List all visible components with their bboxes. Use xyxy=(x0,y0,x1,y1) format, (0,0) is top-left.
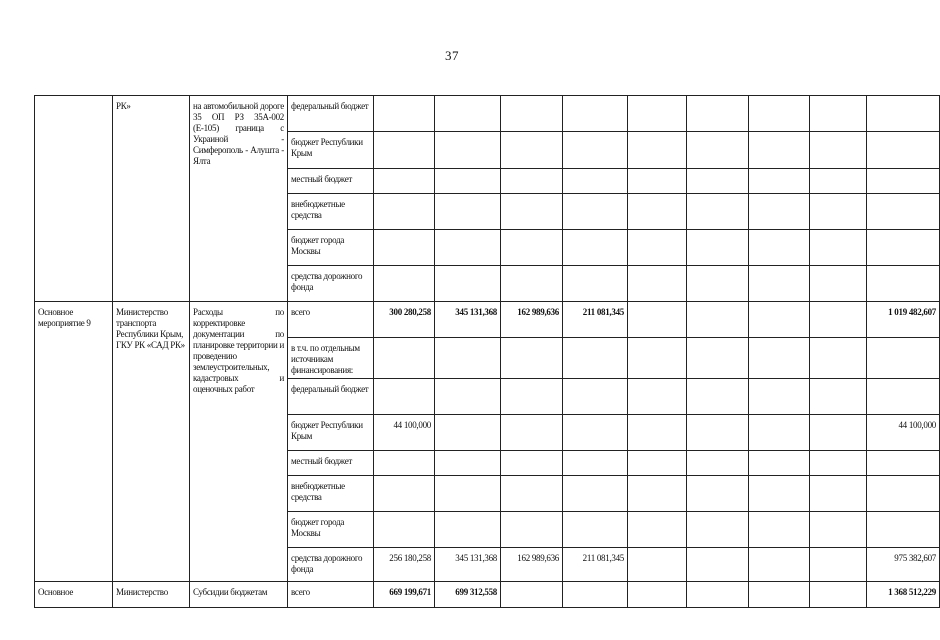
amount-cell xyxy=(501,230,563,266)
amount-cell xyxy=(749,582,810,608)
budget-table-body xyxy=(35,96,940,608)
amount-cell xyxy=(563,415,628,451)
amount-cell xyxy=(628,194,687,230)
amount-cell xyxy=(749,230,810,266)
funding-source-cell: бюджет Республики Крым xyxy=(288,415,374,451)
amount-cell xyxy=(687,548,749,582)
amount-cell xyxy=(374,266,435,302)
amount-cell xyxy=(435,96,501,132)
amount-cell xyxy=(628,266,687,302)
amount-cell xyxy=(563,476,628,512)
amount-cell xyxy=(628,582,687,608)
amount-cell xyxy=(501,476,563,512)
amount-cell xyxy=(749,194,810,230)
amount-cell xyxy=(810,302,867,338)
amount-cell xyxy=(435,512,501,548)
amount-cell xyxy=(435,230,501,266)
amount-cell: 162 989,636 xyxy=(501,302,563,338)
funding-source-cell: бюджет города Москвы xyxy=(288,230,374,266)
executor-cell: РК» xyxy=(113,96,190,302)
amount-cell: 975 382,607 xyxy=(867,548,940,582)
funding-source-cell: внебюджетные средства xyxy=(288,476,374,512)
amount-cell xyxy=(867,230,940,266)
amount-cell xyxy=(435,194,501,230)
page-number: 37 xyxy=(445,48,459,63)
funding-source-cell: федеральный бюджет xyxy=(288,379,374,415)
amount-cell: 1 368 512,229 xyxy=(867,582,940,608)
amount-cell xyxy=(810,379,867,415)
amount-cell xyxy=(810,415,867,451)
amount-cell xyxy=(749,96,810,132)
amount-cell xyxy=(687,379,749,415)
amount-cell xyxy=(374,476,435,512)
amount-cell xyxy=(501,512,563,548)
description-cell: Расходы по корректировке документации по планировке территории и проведению землеустроительных, кадастровых и оценочных работ xyxy=(190,302,288,582)
amount-cell xyxy=(867,338,940,379)
amount-cell xyxy=(628,476,687,512)
funding-source-cell: всего xyxy=(288,302,374,338)
funding-source-cell: всего xyxy=(288,582,374,608)
executor-cell: Министерство xyxy=(113,582,190,608)
amount-cell xyxy=(687,230,749,266)
funding-source-cell: федеральный бюджет xyxy=(288,96,374,132)
amount-cell xyxy=(867,194,940,230)
amount-cell xyxy=(501,415,563,451)
amount-cell xyxy=(810,194,867,230)
amount-cell xyxy=(867,451,940,476)
amount-cell xyxy=(374,230,435,266)
amount-cell xyxy=(628,132,687,169)
funding-source-cell: внебюджетные средства xyxy=(288,194,374,230)
amount-cell xyxy=(867,132,940,169)
amount-cell xyxy=(628,338,687,379)
amount-cell xyxy=(687,96,749,132)
amount-cell: 211 081,345 xyxy=(563,302,628,338)
amount-cell xyxy=(563,96,628,132)
amount-cell xyxy=(374,451,435,476)
amount-cell xyxy=(501,266,563,302)
amount-cell xyxy=(749,451,810,476)
amount-cell xyxy=(687,338,749,379)
amount-cell xyxy=(374,338,435,379)
amount-cell: 211 081,345 xyxy=(563,548,628,582)
amount-cell xyxy=(501,96,563,132)
activity-name-cell: Основное xyxy=(35,582,113,608)
amount-cell xyxy=(867,266,940,302)
amount-cell xyxy=(810,476,867,512)
amount-cell xyxy=(810,266,867,302)
amount-cell xyxy=(749,379,810,415)
amount-cell xyxy=(867,169,940,194)
amount-cell xyxy=(374,379,435,415)
amount-cell xyxy=(563,512,628,548)
amount-cell xyxy=(628,451,687,476)
amount-cell xyxy=(867,379,940,415)
amount-cell xyxy=(501,379,563,415)
amount-cell xyxy=(435,415,501,451)
amount-cell: 699 312,558 xyxy=(435,582,501,608)
funding-source-cell: местный бюджет xyxy=(288,451,374,476)
amount-cell xyxy=(563,379,628,415)
table-row xyxy=(35,582,940,608)
amount-cell xyxy=(810,132,867,169)
amount-cell xyxy=(628,96,687,132)
funding-source-cell: бюджет Республики Крым xyxy=(288,132,374,169)
amount-cell xyxy=(563,194,628,230)
amount-cell xyxy=(749,476,810,512)
amount-cell xyxy=(749,266,810,302)
amount-cell xyxy=(810,96,867,132)
amount-cell xyxy=(501,194,563,230)
amount-cell xyxy=(563,338,628,379)
amount-cell xyxy=(867,512,940,548)
amount-cell xyxy=(435,476,501,512)
amount-cell: 345 131,368 xyxy=(435,548,501,582)
amount-cell xyxy=(628,230,687,266)
activity-name-cell: Основное мероприятие 9 xyxy=(35,302,113,582)
amount-cell xyxy=(810,338,867,379)
amount-cell xyxy=(628,169,687,194)
amount-cell xyxy=(687,451,749,476)
amount-cell xyxy=(374,96,435,132)
amount-cell xyxy=(749,169,810,194)
amount-cell xyxy=(687,512,749,548)
amount-cell xyxy=(374,194,435,230)
amount-cell xyxy=(374,512,435,548)
executor-cell: Министерство транспорта Республики Крым, ГКУ РК «САД РК» xyxy=(113,302,190,582)
amount-cell: 162 989,636 xyxy=(501,548,563,582)
amount-cell: 44 100,000 xyxy=(374,415,435,451)
amount-cell xyxy=(501,338,563,379)
amount-cell xyxy=(501,582,563,608)
amount-cell xyxy=(810,582,867,608)
amount-cell xyxy=(810,230,867,266)
amount-cell xyxy=(687,194,749,230)
amount-cell: 256 180,258 xyxy=(374,548,435,582)
description-cell: на автомобильной дороге 35 ОП РЗ 35А-002 (Е-105) граница с Украиной - Симферополь - Алушта - Ялта xyxy=(190,96,288,302)
description-cell: Субсидии бюджетам xyxy=(190,582,288,608)
amount-cell xyxy=(563,169,628,194)
amount-cell xyxy=(749,415,810,451)
amount-cell xyxy=(810,451,867,476)
amount-cell xyxy=(867,96,940,132)
amount-cell xyxy=(435,338,501,379)
amount-cell xyxy=(687,302,749,338)
amount-cell xyxy=(687,266,749,302)
amount-cell xyxy=(687,169,749,194)
activity-name-cell xyxy=(35,96,113,302)
table-row xyxy=(35,96,940,132)
amount-cell xyxy=(687,132,749,169)
amount-cell xyxy=(563,132,628,169)
funding-source-cell: бюджет города Москвы xyxy=(288,512,374,548)
amount-cell xyxy=(374,132,435,169)
amount-cell xyxy=(563,451,628,476)
amount-cell xyxy=(810,512,867,548)
table-row xyxy=(35,302,940,338)
amount-cell: 345 131,368 xyxy=(435,302,501,338)
funding-source-cell: средства дорожного фонда xyxy=(288,266,374,302)
amount-cell xyxy=(435,132,501,169)
amount-cell xyxy=(628,379,687,415)
amount-cell xyxy=(374,169,435,194)
amount-cell xyxy=(501,451,563,476)
amount-cell xyxy=(563,230,628,266)
amount-cell xyxy=(749,548,810,582)
amount-cell xyxy=(435,169,501,194)
amount-cell xyxy=(435,266,501,302)
amount-cell xyxy=(628,415,687,451)
funding-source-cell: в т.ч. по отдельным источникам финансирования: xyxy=(288,338,374,379)
amount-cell xyxy=(810,548,867,582)
amount-cell xyxy=(435,379,501,415)
amount-cell xyxy=(867,476,940,512)
amount-cell xyxy=(628,512,687,548)
amount-cell xyxy=(501,132,563,169)
amount-cell xyxy=(749,512,810,548)
funding-source-cell: местный бюджет xyxy=(288,169,374,194)
amount-cell xyxy=(749,302,810,338)
amount-cell xyxy=(563,266,628,302)
amount-cell xyxy=(687,582,749,608)
amount-cell xyxy=(687,415,749,451)
amount-cell: 300 280,258 xyxy=(374,302,435,338)
amount-cell xyxy=(628,302,687,338)
amount-cell xyxy=(749,132,810,169)
amount-cell: 44 100,000 xyxy=(867,415,940,451)
amount-cell xyxy=(435,451,501,476)
amount-cell: 1 019 482,607 xyxy=(867,302,940,338)
budget-table xyxy=(34,95,940,608)
amount-cell xyxy=(628,548,687,582)
amount-cell xyxy=(810,169,867,194)
amount-cell xyxy=(749,338,810,379)
amount-cell xyxy=(563,582,628,608)
amount-cell: 669 199,671 xyxy=(374,582,435,608)
amount-cell xyxy=(687,476,749,512)
funding-source-cell: средства дорожного фонда xyxy=(288,548,374,582)
amount-cell xyxy=(501,169,563,194)
